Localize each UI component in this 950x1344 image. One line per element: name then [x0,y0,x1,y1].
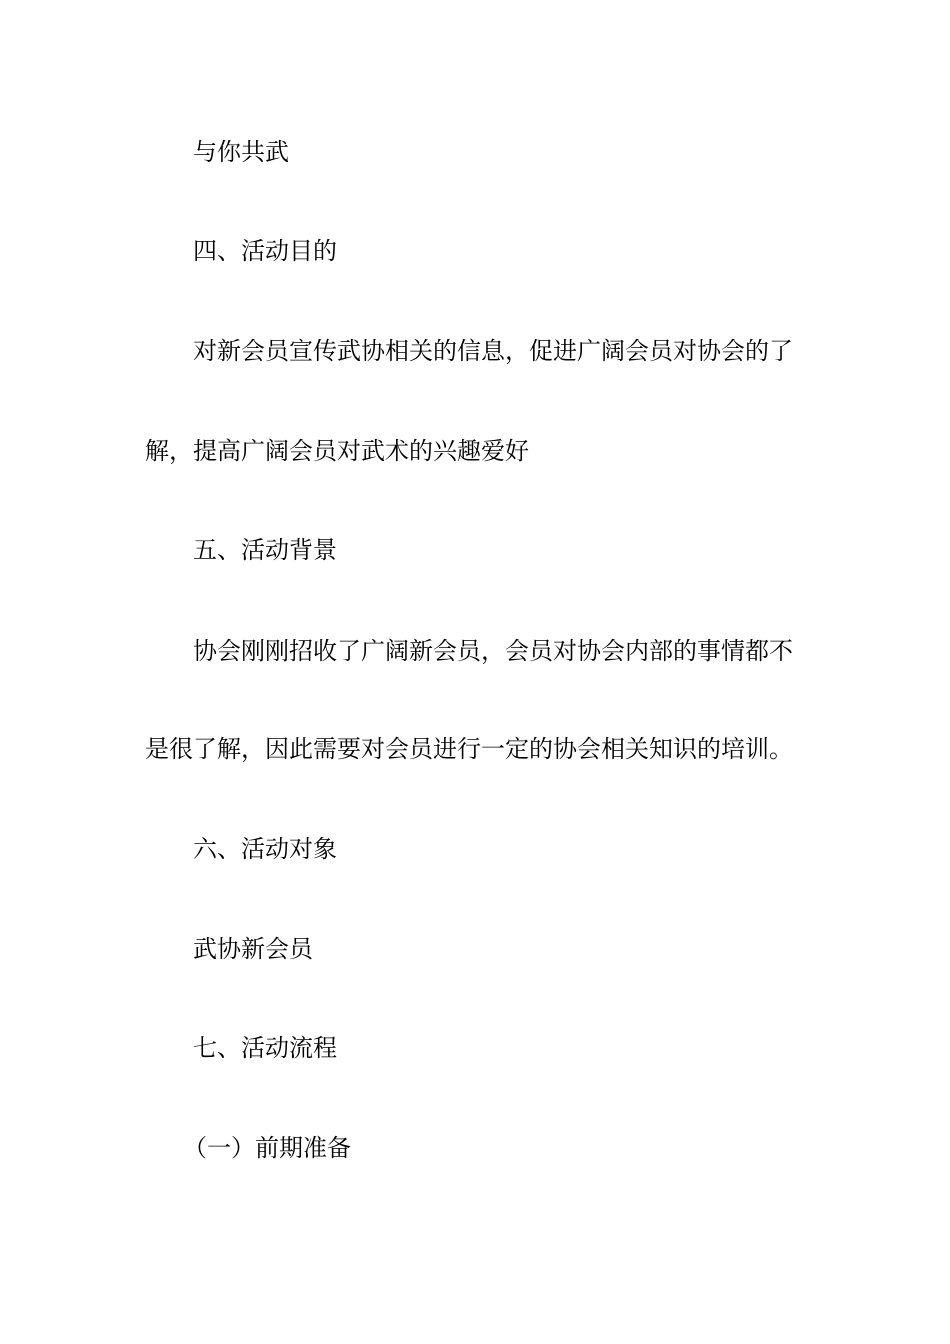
paragraph-purpose-line-1: 对新会员宣传武协相关的信息，促进广阔会员对协会的了 [193,337,793,365]
paragraph-audience: 武协新会员 [193,935,313,963]
paragraph-background-line-1: 协会刚刚招收了广阔新会员，会员对协会内部的事情都不 [193,637,793,665]
section-heading-audience: 六、活动对象 [193,835,337,863]
slogan-line: 与你共武 [193,138,289,166]
section-heading-background: 五、活动背景 [193,536,337,564]
section-heading-process: 七、活动流程 [193,1034,337,1062]
subsection-heading-preparation: （一）前期准备 [183,1134,351,1162]
paragraph-background-line-2: 是很了解，因此需要对会员进行一定的协会相关知识的培训。 [145,735,793,763]
paragraph-purpose-line-2: 解，提高广阔会员对武术的兴趣爱好 [145,437,529,465]
section-heading-purpose: 四、活动目的 [193,237,337,265]
